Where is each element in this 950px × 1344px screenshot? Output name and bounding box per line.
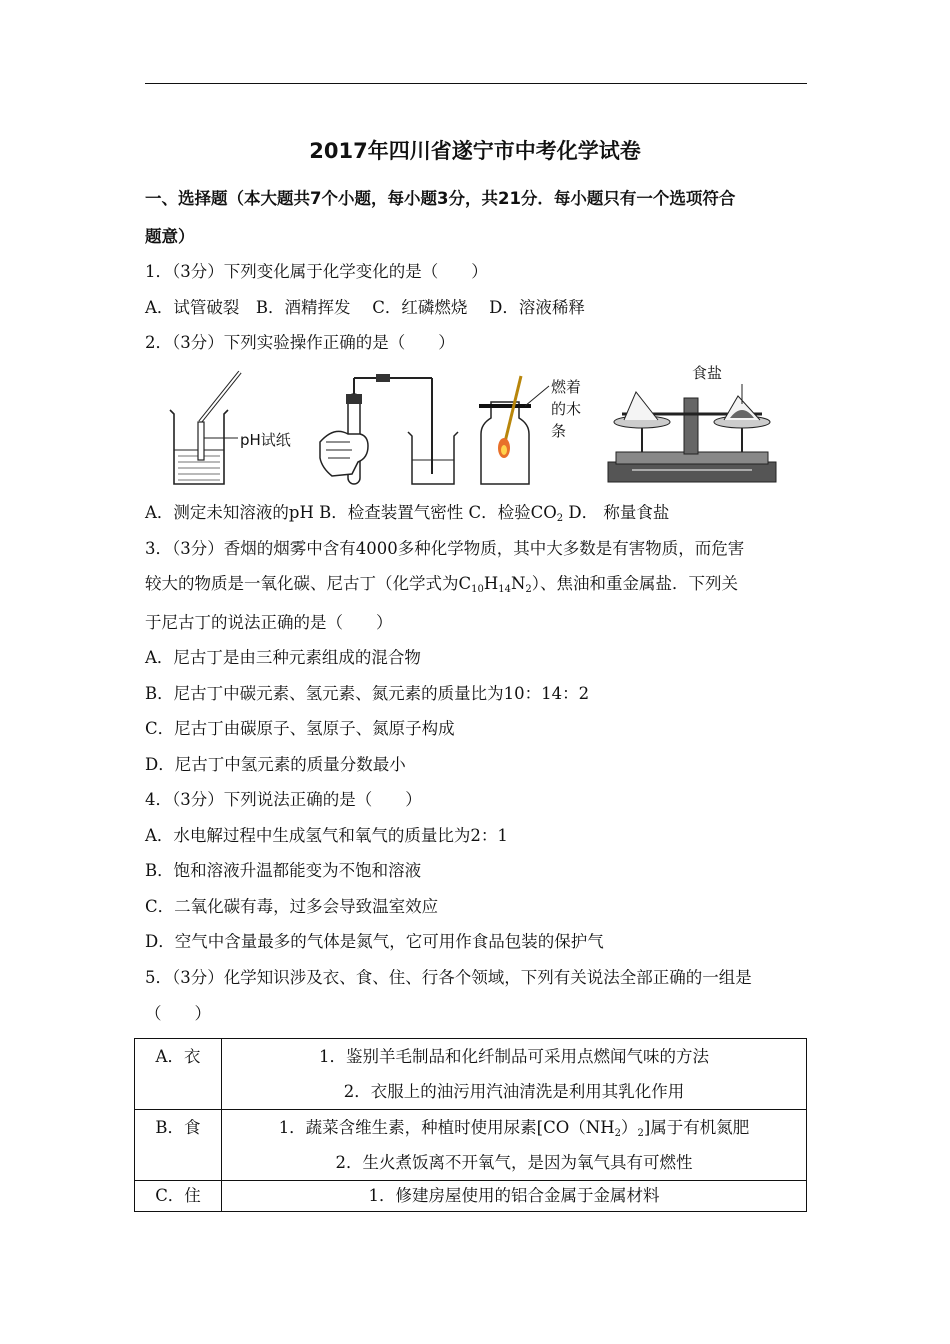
ph-paper-label: pH试纸 (240, 431, 291, 449)
q3-stem-line1: 3．（3分）香烟的烟雾中含有4000多种化学物质，其中大多数是有害物质，而危害 (145, 539, 745, 558)
table-key-b: B．食 (135, 1110, 222, 1181)
q4-option-d: D．空气中含量最多的气体是氮气，它可用作食品包装的保护气 (145, 932, 604, 951)
page-title: 2017年四川省遂宁市中考化学试卷 (309, 139, 641, 163)
q4-option-b: B．饱和溶液升温都能变为不饱和溶液 (145, 861, 422, 880)
q3-option-a: A．尼古丁是由三种元素组成的混合物 (145, 648, 421, 667)
burning-stick-label-3: 条 (551, 422, 567, 440)
co2-test-figure (467, 362, 617, 492)
q3-option-b: B．尼古丁中碳元素、氢元素、氮元素的质量比为10：14：2 (145, 684, 590, 703)
table-item: 1．鉴别羊毛制品和化纤制品可采用点燃闻气味的方法 (319, 1047, 709, 1066)
q1-options: A．试管破裂 B．酒精挥发 C．红磷燃烧 D．溶液稀释 (145, 298, 585, 317)
q3-option-d: D．尼古丁中氢元素的质量分数最小 (145, 755, 406, 774)
table-content-c (222, 1181, 807, 1212)
table-item: 1．修建房屋使用的铝合金属于金属材料 (368, 1186, 660, 1205)
section-heading: 一、选择题（本大题共7个小题，每小题3分，共21分．每小题只有一个选项符合 (145, 189, 736, 208)
q5-stem-cont: （ ） (145, 1004, 211, 1023)
table-row (135, 1039, 807, 1110)
q4-option-a: A．水电解过程中生成氢气和氧气的质量比为2：1 (145, 826, 508, 845)
airtightness-figure (312, 362, 462, 492)
q3-stem-line3: 于尼古丁的说法正确的是（ ） (145, 613, 393, 632)
q3-stem-line2: 较大的物质是一氧化碳、尼古丁（化学式为$C_{10}H_{14}N_2$）、焦油和重金属盐．下列关 (145, 574, 739, 595)
table-key-c: C．住 (135, 1181, 222, 1212)
q4-stem: 4．（3分）下列说法正确的是（ ） (145, 790, 422, 809)
table-row (135, 1110, 807, 1181)
table-content-b (222, 1110, 807, 1181)
q5-options-table (134, 1038, 807, 1212)
burning-stick-label-2: 的木 (551, 400, 582, 418)
ph-test-figure (162, 362, 312, 492)
salt-label: 食盐 (692, 364, 723, 382)
section-heading-cont: 题意） (145, 227, 195, 246)
q4-option-c: C．二氧化碳有毒，过多会导致温室效应 (145, 897, 439, 916)
q2-stem: 2．（3分）下列实验操作正确的是（ ） (145, 333, 455, 352)
q2-figures (162, 362, 782, 492)
header-rule (145, 83, 807, 84)
q1-stem: 1．（3分）下列变化属于化学变化的是（ ） (145, 262, 488, 281)
table-row (135, 1181, 807, 1212)
table-key-a: A．衣 (135, 1039, 222, 1110)
q3-option-c: C．尼古丁由碳原子、氢原子、氮原子构成 (145, 719, 455, 738)
q2-options: A．测定未知溶液的pH B．检查装置气密性 C．检验$CO_2$ D． 称量食盐 (145, 503, 670, 524)
table-content-a (222, 1039, 807, 1110)
burning-stick-label-1: 燃着 (551, 378, 582, 396)
q5-stem: 5．（3分）化学知识涉及衣、食、住、行各个领域，下列有关说法全部正确的一组是 (145, 968, 752, 987)
balance-figure (602, 362, 782, 492)
table-item: 2．生火煮饭离不开氧气，是因为氧气具有可燃性 (335, 1153, 693, 1172)
table-item: 2．衣服上的油污用汽油清洗是利用其乳化作用 (343, 1082, 685, 1101)
table-item: 1．蔬菜含维生素，种植时使用尿素$[CO(NH_2)_2]$属于有机氮肥 (278, 1118, 750, 1139)
